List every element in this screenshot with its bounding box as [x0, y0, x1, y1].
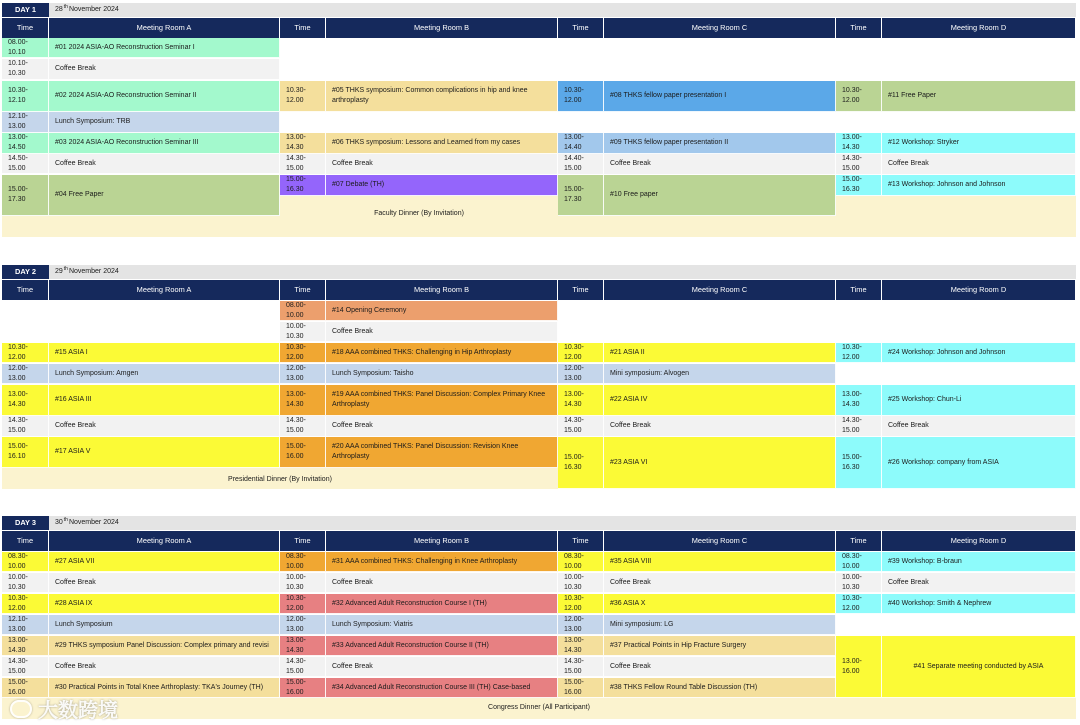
session-time: 15.00-16.00 [280, 678, 326, 698]
session-time: 14.30-15.00 [558, 416, 604, 437]
day-label: DAY 1 [2, 3, 49, 17]
session-time: 10.00-10.30 [2, 573, 49, 593]
session-title: Mini symposium: Alvogen [604, 364, 836, 384]
time-header-a: Time [2, 18, 49, 38]
session-title: #09 THKS fellow paper presentation II [604, 133, 836, 154]
session-title: #15 ASIA I [49, 343, 280, 363]
session-time: 14.30-15.00 [280, 657, 326, 677]
session-title: #32 Advanced Adult Reconstruction Course I (TH) [326, 594, 558, 614]
session-time: 13.00-14.30 [2, 385, 49, 416]
session-title: Coffee Break [49, 59, 280, 80]
session-title: #14 Opening Ceremony [326, 301, 558, 321]
session-title: #38 THKS Fellow Round Table Discussion (TH) [604, 678, 836, 698]
date-day: 28 [55, 6, 63, 13]
session-title: #02 2024 ASIA-AO Reconstruction Seminar II [49, 81, 280, 112]
session-time: 08.00-10.00 [280, 301, 326, 321]
session-time: 12.00-13.00 [280, 615, 326, 635]
session-time: 14.30-15.00 [836, 416, 882, 437]
session-title: #01 2024 ASIA-AO Reconstruction Seminar I [49, 38, 280, 58]
session-title: #29 THKS symposium Panel Discussion: Complex primary and revisi [49, 636, 280, 656]
time-header-d: Time [836, 280, 882, 300]
session-time: 10.30-12.00 [280, 81, 326, 112]
session-title: Coffee Break [604, 154, 836, 175]
session-title: #36 ASIA X [604, 594, 836, 614]
session-title: Coffee Break [49, 416, 280, 437]
session-time: 12.00-13.00 [280, 364, 326, 384]
session-title: #26 Workshop: company from ASIA [882, 437, 1076, 489]
session-title: #25 Workshop: Chun-Li [882, 385, 1076, 416]
session-title: Coffee Break [882, 154, 1076, 175]
session-time: 10.30-12.00 [836, 594, 882, 614]
session-title: Lunch Symposium: TRB [49, 112, 280, 133]
session-time: 10.00-10.30 [280, 573, 326, 593]
time-header-c: Time [558, 531, 604, 551]
session-title: #10 Free paper [604, 175, 836, 216]
session-time: 13.00-14.30 [280, 636, 326, 656]
session-time: 13.00-14.30 [558, 636, 604, 656]
session-title: Mini symposium: LG [604, 615, 836, 635]
dinner-label: Congress Dinner (All Participant) [488, 704, 590, 711]
session-time: 10.30-12.00 [836, 81, 882, 112]
session-time: 15.00-16.10 [2, 437, 49, 468]
dinner-band [836, 196, 1076, 237]
session-title: #17 ASIA V [49, 437, 280, 468]
room-d-header: Meeting Room D [882, 280, 1076, 300]
session-title: #37 Practical Points in Hip Fracture Surgery [604, 636, 836, 656]
session-title: Coffee Break [604, 416, 836, 437]
session-title: #28 ASIA IX [49, 594, 280, 614]
session-time: 15.00-16.30 [280, 175, 326, 196]
session-title: #18 AAA combined THKS: Challenging in Hip Arthroplasty [326, 343, 558, 363]
watermark [10, 694, 118, 723]
session-time: 13.00-14.30 [836, 385, 882, 416]
session-title: #12 Workshop: Stryker [882, 133, 1076, 154]
session-time: 15.00-16.00 [2, 678, 49, 698]
session-time: 10.30-12.00 [280, 594, 326, 614]
room-c-header: Meeting Room C [604, 280, 836, 300]
session-time: 15.00-16.30 [836, 175, 882, 196]
time-header-a: Time [2, 280, 49, 300]
session-title: #34 Advanced Adult Reconstruction Course III (TH) Case-based [326, 678, 558, 698]
session-time: 10.00-10.30 [558, 573, 604, 593]
session-title: Coffee Break [326, 322, 558, 342]
session-title: #30 Practical Points in Total Knee Arthroplasty: TKA's Journey (TH) [49, 678, 280, 698]
session-title: #07 Debate (TH) [326, 175, 558, 196]
date-day: 29 [55, 268, 63, 275]
session-time: 15.00-16.00 [558, 678, 604, 698]
session-title: #33 Advanced Adult Reconstruction Course II (TH) [326, 636, 558, 656]
room-a-header: Meeting Room A [49, 18, 280, 38]
day-date: 28 $^{th}$ November 2024 [49, 3, 1076, 17]
session-time: 08.30-10.00 [280, 552, 326, 572]
session-time: 10.30-12.00 [280, 343, 326, 363]
session-time: 14.30-15.00 [280, 416, 326, 437]
session-time: 14.40-15.00 [558, 154, 604, 175]
session-time: 13.00-14.50 [2, 133, 49, 154]
room-a-header: Meeting Room A [49, 280, 280, 300]
session-title: #35 ASIA VIII [604, 552, 836, 572]
session-time: 10.00-10.30 [280, 322, 326, 342]
session-time: 15.00-16.00 [280, 437, 326, 468]
session-title: #04 Free Paper [49, 175, 280, 216]
session-time: 08.30-10.00 [836, 552, 882, 572]
time-header-c: Time [558, 280, 604, 300]
session-time: 14.30-15.00 [836, 154, 882, 175]
session-title: #21 ASIA II [604, 343, 836, 363]
date-month-year: November 2024 [68, 6, 119, 13]
session-time: 15.00-17.30 [558, 175, 604, 216]
time-header-b: Time [280, 18, 326, 38]
session-time: 12.00-13.00 [558, 364, 604, 384]
session-time: 13.00-14.30 [2, 636, 49, 656]
session-title: #19 AAA combined THKS: Panel Discussion: Complex Primary Knee Arthroplasty [326, 385, 558, 416]
session-time: 15.00-16.30 [558, 437, 604, 489]
session-time: 08.00-10.10 [2, 38, 49, 58]
time-header-c: Time [558, 18, 604, 38]
day-label: DAY 2 [2, 265, 49, 279]
session-time: 14.30-15.00 [558, 657, 604, 677]
session-title: #22 ASIA IV [604, 385, 836, 416]
session-title: Coffee Break [49, 154, 280, 174]
session-title: #05 THKS symposium: Common complications in hip and knee arthroplasty [326, 81, 558, 112]
room-b-header: Meeting Room B [326, 18, 558, 38]
session-title: #41 Separate meeting conducted by ASIA [882, 636, 1076, 698]
time-header-a: Time [2, 531, 49, 551]
session-title: Lunch Symposium: Viatris [326, 615, 558, 635]
session-time: 15.00-16.30 [836, 437, 882, 489]
day-date: 29 $^{th}$ November 2024 [49, 265, 1076, 279]
session-time: 10.30-12.00 [558, 594, 604, 614]
date-month-year: November 2024 [68, 519, 119, 526]
session-title: #40 Workshop: Smith & Nephrew [882, 594, 1076, 614]
session-title: #31 AAA combined THKS: Challenging in Knee Arthroplasty [326, 552, 558, 572]
session-title: #06 THKS symposium: Lessons and Learned from my cases [326, 133, 558, 154]
session-time: 14.30-15.00 [280, 154, 326, 175]
session-time: 10.30-12.00 [2, 594, 49, 614]
session-time: 15.00-17.30 [2, 175, 49, 216]
room-b-header: Meeting Room B [326, 280, 558, 300]
session-time: 08.30-10.00 [558, 552, 604, 572]
session-time: 13.00-14.30 [558, 385, 604, 416]
session-title: Coffee Break [882, 573, 1076, 593]
time-header-d: Time [836, 531, 882, 551]
session-time: 10.30-12.10 [2, 81, 49, 112]
day-label: DAY 3 [2, 516, 49, 530]
time-header-b: Time [280, 531, 326, 551]
session-title: #03 2024 ASIA-AO Reconstruction Seminar III [49, 133, 280, 154]
watermark-text: 大数跨境 [38, 700, 118, 722]
session-title: #39 Workshop: B-braun [882, 552, 1076, 572]
session-time: 12.10-13.00 [2, 112, 49, 133]
session-title: Coffee Break [882, 416, 1076, 437]
session-time: 10.30-12.00 [558, 343, 604, 363]
session-time: 10.10-10.30 [2, 59, 49, 80]
dinner-label: Faculty Dinner (By Invitation) [374, 210, 464, 217]
session-time: 08.30-10.00 [2, 552, 49, 572]
time-header-d: Time [836, 18, 882, 38]
session-time: 10.00-10.30 [836, 573, 882, 593]
session-title: #11 Free Paper [882, 81, 1076, 112]
session-title: #16 ASIA III [49, 385, 280, 416]
dinner-band [558, 216, 836, 237]
session-time: 13.00-14.30 [836, 133, 882, 154]
session-title: Coffee Break [604, 657, 836, 677]
session-time: 13.00-14.30 [280, 133, 326, 154]
session-title: Coffee Break [49, 573, 280, 593]
session-time: 14.30-15.00 [2, 416, 49, 437]
session-time: 14.30-15.00 [2, 657, 49, 677]
session-title: #23 ASIA VI [604, 437, 836, 489]
room-c-header: Meeting Room C [604, 18, 836, 38]
session-title: #27 ASIA VII [49, 552, 280, 572]
session-title: Coffee Break [604, 573, 836, 593]
session-title: Lunch Symposium: Taisho [326, 364, 558, 384]
date-month-year: November 2024 [68, 268, 119, 275]
session-title: Lunch Symposium [49, 615, 280, 635]
session-time: 13.00-14.30 [280, 385, 326, 416]
room-c-header: Meeting Room C [604, 531, 836, 551]
room-d-header: Meeting Room D [882, 531, 1076, 551]
session-time: 14.50-15.00 [2, 154, 49, 174]
session-time: 12.00-13.00 [558, 615, 604, 635]
session-time: 13.00-16.00 [836, 636, 882, 698]
session-time: 10.30-12.00 [558, 81, 604, 112]
date-day: 30 [55, 519, 63, 526]
session-time: 12.10-13.00 [2, 615, 49, 635]
session-title: #08 THKS fellow paper presentation I [604, 81, 836, 112]
session-time: 13.00-14.40 [558, 133, 604, 154]
session-title: Coffee Break [326, 154, 558, 175]
day-date: 30 $^{th}$ November 2024 [49, 516, 1076, 530]
session-time: 10.30-12.00 [2, 343, 49, 363]
session-title: #13 Workshop: Johnson and Johnson [882, 175, 1076, 196]
session-title: Lunch Symposium: Amgen [49, 364, 280, 384]
session-title: Coffee Break [49, 657, 280, 677]
session-time: 12.00-13.00 [2, 364, 49, 384]
room-a-header: Meeting Room A [49, 531, 280, 551]
room-d-header: Meeting Room D [882, 18, 1076, 38]
cloud-logo-icon [10, 700, 32, 718]
session-title: Coffee Break [326, 416, 558, 437]
session-time: 10.30-12.00 [836, 343, 882, 363]
session-title: Coffee Break [326, 573, 558, 593]
dinner-band [2, 216, 280, 237]
dinner-label: Presidential Dinner (By Invitation) [228, 476, 332, 483]
time-header-b: Time [280, 280, 326, 300]
room-b-header: Meeting Room B [326, 531, 558, 551]
session-title: #20 AAA combined THKS: Panel Discussion: Revision Knee Arthroplasty [326, 437, 558, 468]
session-title: #24 Workshop: Johnson and Johnson [882, 343, 1076, 363]
session-title: Coffee Break [326, 657, 558, 677]
